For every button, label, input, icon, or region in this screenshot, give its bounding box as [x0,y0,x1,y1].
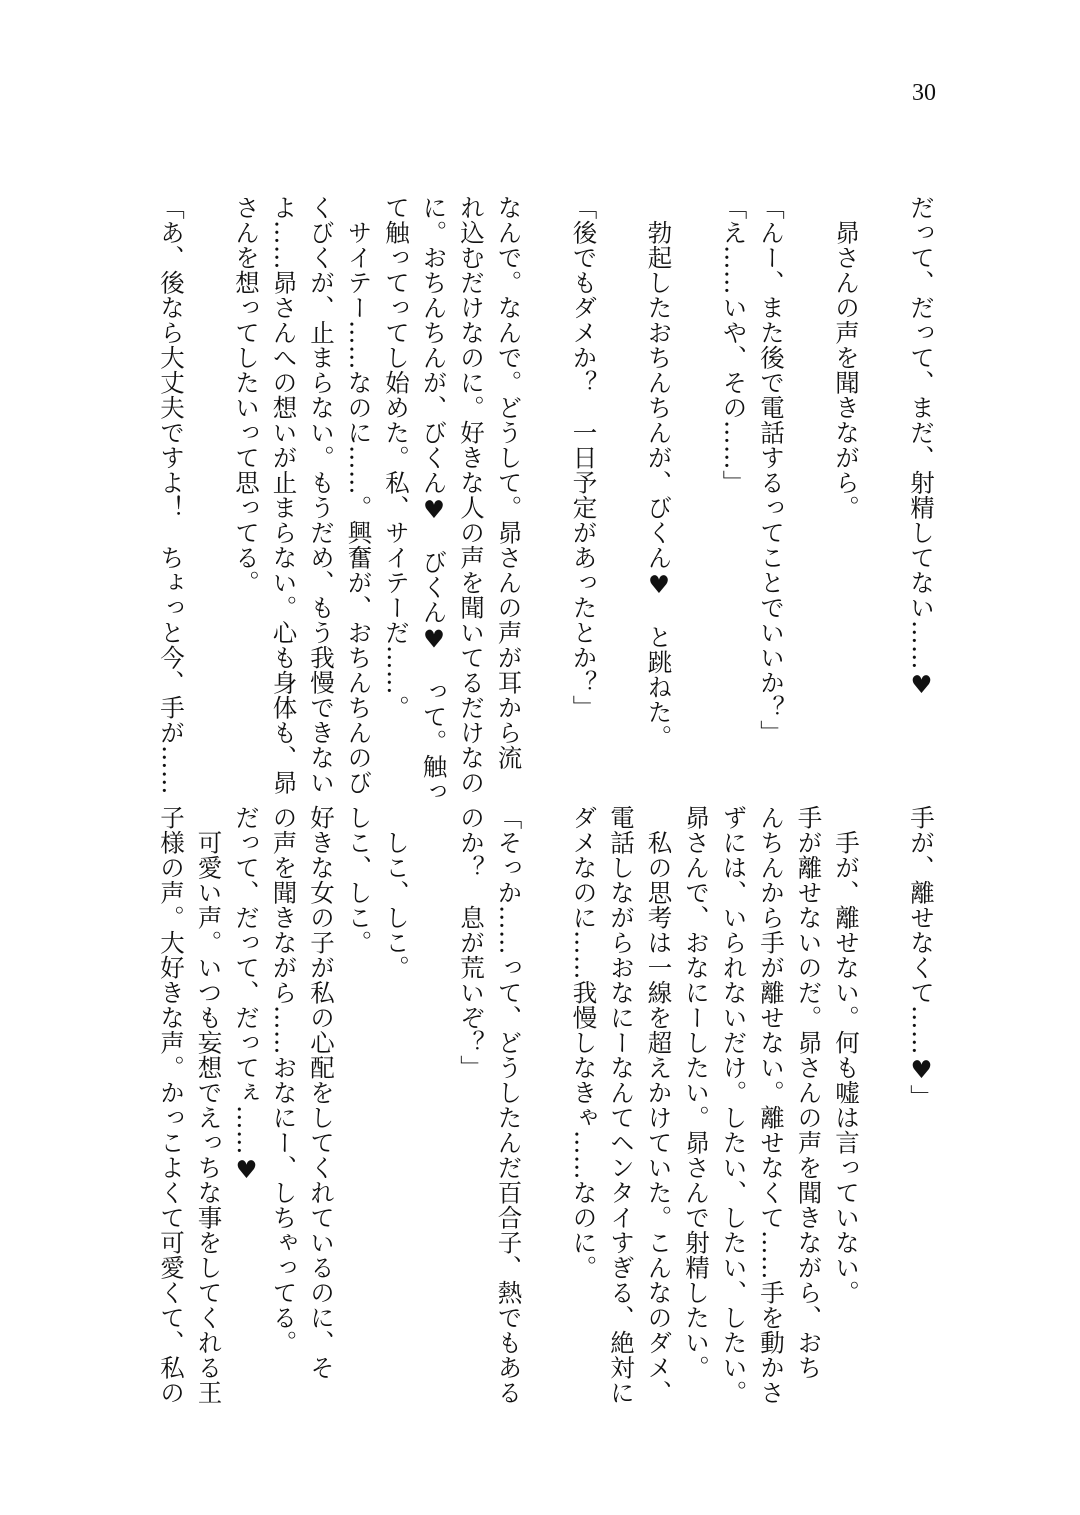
text-line: て触ってってし始めた。私、サイテーだ……。 [382,195,411,720]
text-line: 手が離せないのだ。昴さんの声を聞きながら、おち [794,805,824,1380]
blank-line [190,195,228,775]
text-line: 手が、離せない。何も嘘は言っていない。 [832,829,861,1305]
text-line: 好きな女の子が私の心配をしてくれているのに、そ [307,805,336,1380]
blank-line [415,805,453,1385]
text-line: れ込むだけなのに。好きな人の声を聞いてるだけなの [457,195,486,795]
blank-line [865,195,903,775]
text-line: 「え……いや、その……」 [719,195,749,495]
text-line: しこ、しこ。 [382,829,411,980]
text-line: さんを想ってしたいって思ってる。 [232,195,261,595]
text-line: 電話しながらおなにーなんてヘンタイすぎる、絶対に [607,805,636,1405]
blank-line [528,195,566,775]
text-line: 手が、離せなくて……♥」 [907,805,936,1110]
text-line: だって、だって、まだ、射精してない……♥ [907,195,936,700]
text-line: の声を聞きながら……おなにー、しちゃってる。 [269,805,299,1355]
text-line: 「んー、また後で電話するってことでいいか？」 [757,195,786,745]
text-line: 「そっか……って、どうしたんだ百合子、熱でもある [494,805,524,1405]
page-number: 30 [912,80,936,106]
text-line: なんで。なんで。どうして。昴さんの声が耳から流 [494,195,524,770]
text-line: ずには、いられないだけ。したい、したい、したい。 [719,805,749,1405]
bottom-text-block [153,805,941,1405]
top-text-block [153,195,941,804]
blank-line [790,195,828,775]
text-line: しこ、しこ。 [344,805,374,955]
text-line: ダメなのに……我慢しなきゃ……なのに。 [569,805,599,1280]
text-line: 昴さんの声を聞きながら。 [832,219,861,520]
text-line: だって、だって、だってぇ……♥ [232,805,261,1185]
text-line: 子様の声。大好きな声。かっこよくて可愛くて、私の [157,805,186,1405]
text-line: 私の思考は一線を超えかけていた。こんなのダメ、 [644,829,674,1405]
text-line: のか？ 息が荒いぞ？」 [457,805,486,1080]
blank-line [603,195,641,775]
text-line: 勃起したおちんちんが、びくん♥ と跳ねた。 [644,219,674,749]
text-line: よ……昴さんへの想いが止まらない。心も身体も、昴 [269,195,299,795]
blank-line [528,805,566,1385]
text-line: サイテー……なのに……。興奮が、おちんちんのび [344,219,374,795]
text-line: 可愛い声。いつも妄想でえっちな事をしてくれる王 [194,829,224,1405]
text-line: くびくが、止まらない。もうだめ、もう我慢できない [307,195,336,795]
text-line: 「あ、後なら大丈夫ですよ！ ちょっと今、手が…… [157,195,186,795]
blank-line [865,805,903,1385]
blank-line [678,195,716,775]
text-line: んちんから手が離せない。離せなくて……手を動かさ [757,805,786,1405]
text-line: 「後でもダメか？ 一日予定があったとか？」 [569,195,599,720]
text-line: に。おちんちんが、びくん♥ びくん♥ って。触っ [419,195,449,804]
text-line: 昴さんで、おなにーしたい。昴さんで射精したい。 [682,805,711,1380]
